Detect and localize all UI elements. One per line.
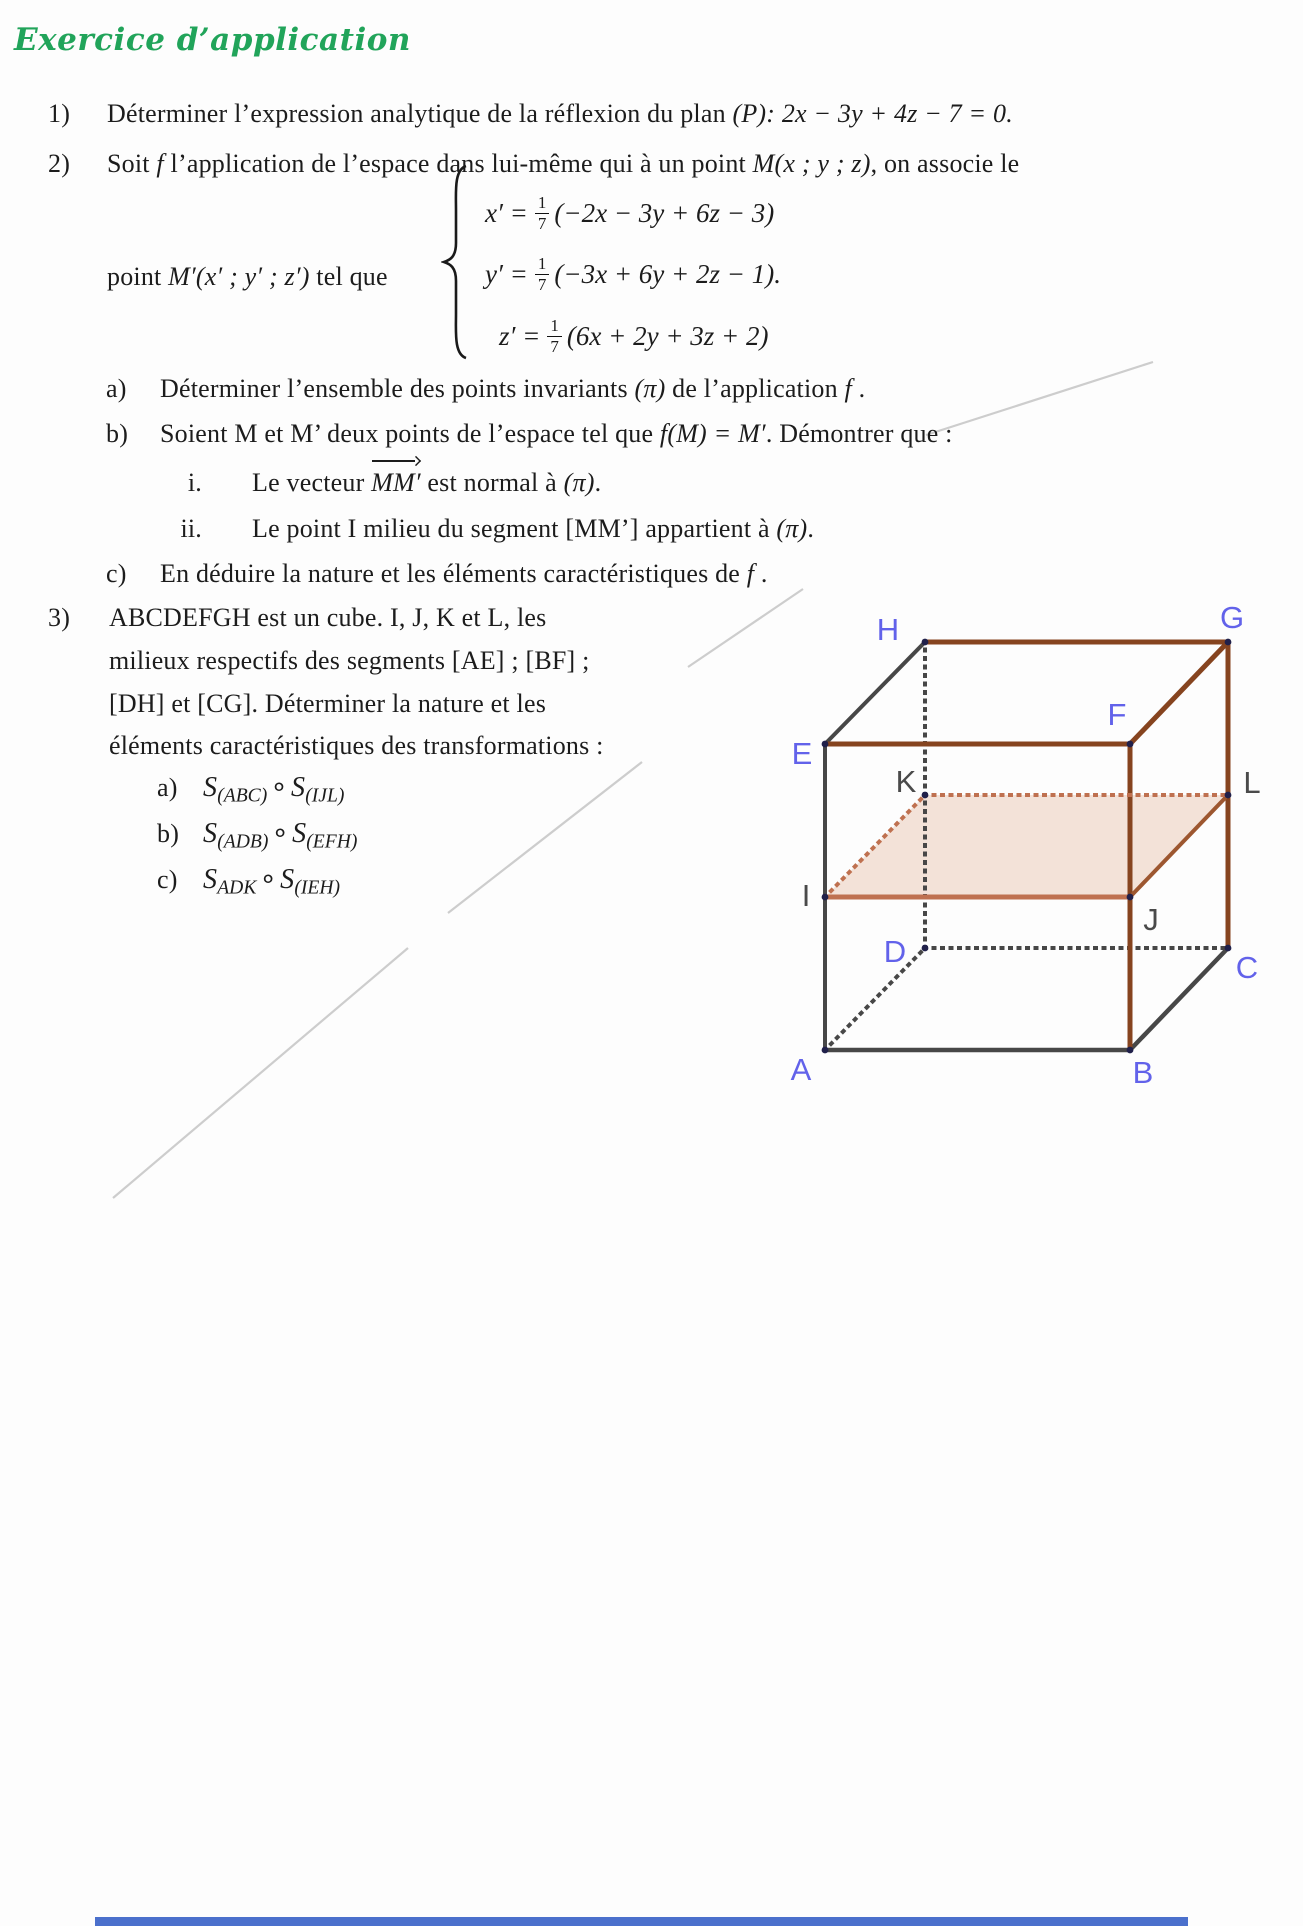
vertex-label-D: D bbox=[883, 934, 907, 969]
text-segment: (EFH) bbox=[306, 831, 358, 853]
vertex-label-B: B bbox=[1132, 1055, 1154, 1090]
brace-path bbox=[444, 166, 466, 358]
text-segment: (P): 2x − 3y + 4z − 7 = 0. bbox=[732, 99, 1013, 128]
vertex-label-A: A bbox=[790, 1052, 812, 1087]
text-segment: est normal à bbox=[420, 468, 564, 497]
eq-x-fraction bbox=[535, 194, 550, 233]
text-segment: S bbox=[203, 772, 218, 803]
text-segment: . bbox=[754, 559, 768, 588]
vertex-label-I: I bbox=[801, 878, 811, 913]
vertex-dot-L bbox=[1225, 792, 1232, 799]
text-segment: ∘ bbox=[271, 818, 290, 849]
item-q3-text2 bbox=[109, 643, 590, 679]
vertex-dot-A bbox=[822, 1047, 829, 1054]
vertex-label-G: G bbox=[1219, 600, 1245, 635]
text-segment: S bbox=[280, 864, 295, 895]
eq-y-fraction bbox=[535, 255, 550, 294]
scan-artifact-2 bbox=[688, 589, 803, 667]
vertex-dot-B bbox=[1127, 1047, 1134, 1054]
fraction-numerator: 1 bbox=[535, 194, 550, 214]
text-segment: (π) bbox=[563, 468, 595, 497]
system-brace bbox=[441, 163, 471, 361]
edge-FG bbox=[1130, 642, 1228, 744]
item-qi-text bbox=[252, 465, 601, 501]
vertex-dot-K bbox=[922, 792, 929, 799]
vertex-label-C: C bbox=[1235, 950, 1259, 985]
bottom-blue-line bbox=[95, 1917, 1188, 1926]
item-q1-text bbox=[107, 96, 1013, 132]
vertex-dot-G bbox=[1225, 639, 1232, 646]
vertex-dot-E bbox=[822, 741, 829, 748]
text-segment: . bbox=[851, 374, 866, 403]
text-segment: (π) bbox=[634, 374, 666, 403]
item-s2-marker: b) bbox=[157, 819, 180, 848]
eq-y-rhs: (−3x + 6y + 2z − 1). bbox=[554, 258, 781, 289]
item-q3-text3 bbox=[109, 686, 546, 722]
text-segment: , on associe le bbox=[870, 149, 1020, 178]
text-segment: l’application de l’espace dans lui-même qui à un point bbox=[163, 149, 753, 178]
vertex-label-F: F bbox=[1107, 697, 1127, 732]
text-segment: Soient M et M’ deux points de l’espace tel que bbox=[160, 419, 660, 448]
vertex-dot-F bbox=[1127, 741, 1134, 748]
item-s1-marker: a) bbox=[157, 773, 178, 802]
text-segment: (IEH) bbox=[294, 877, 341, 899]
fraction-denominator: 7 bbox=[550, 336, 559, 356]
vertex-dot-H bbox=[922, 639, 929, 646]
eq-x-lhs: x′ = bbox=[485, 197, 528, 228]
text-segment: Soit bbox=[107, 149, 157, 178]
text-segment: tel que bbox=[309, 262, 388, 291]
text-segment: de l’application bbox=[665, 374, 845, 403]
text-segment: f bbox=[156, 149, 164, 178]
vertex-dot-J bbox=[1127, 894, 1134, 901]
text-segment: S bbox=[203, 864, 218, 895]
text-segment: ABCDEFGH est un cube. I, J, K et L, les bbox=[109, 603, 547, 632]
item-qii-marker: ii. bbox=[180, 514, 202, 543]
text-segment: ∘ bbox=[259, 864, 278, 895]
eq-z-fraction bbox=[547, 317, 562, 356]
item-q3-text4 bbox=[109, 728, 604, 764]
vertex-label-L: L bbox=[1243, 765, 1261, 800]
text-segment: Déterminer l’ensemble des points invariants bbox=[160, 374, 635, 403]
vertex-dot-C bbox=[1225, 945, 1232, 952]
fraction-numerator: 1 bbox=[535, 255, 550, 275]
text-segment: S bbox=[292, 818, 307, 849]
text-segment: f bbox=[746, 559, 755, 588]
item-qa-text bbox=[160, 371, 865, 407]
text-segment: (ADB) bbox=[217, 831, 269, 853]
scan-artifact-0 bbox=[113, 948, 408, 1198]
text-segment: . bbox=[594, 468, 602, 497]
item-s3-marker: c) bbox=[157, 865, 178, 894]
scan-artifact-1 bbox=[448, 762, 642, 913]
text-segment: (IJL) bbox=[305, 785, 345, 807]
text-segment: Déterminer l’expression analytique de la réflexion du plan bbox=[107, 99, 733, 128]
item-qii-text bbox=[252, 511, 814, 547]
eq-z-rhs: (6x + 2y + 3z + 2) bbox=[566, 320, 769, 351]
text-segment: éléments caractéristiques des transformations : bbox=[109, 731, 604, 760]
vertex-label-H: H bbox=[876, 612, 900, 647]
section-plane-IJLK bbox=[825, 795, 1228, 897]
fraction-numerator: 1 bbox=[547, 317, 562, 337]
vertex-label-J: J bbox=[1143, 902, 1159, 937]
text-segment: [DH] et [CG]. Déterminer la nature et les bbox=[109, 689, 547, 718]
text-segment: ∘ bbox=[270, 772, 288, 803]
item-qa-marker: a) bbox=[106, 374, 127, 403]
vertex-dot-D bbox=[922, 945, 929, 952]
eq-z-lhs: z′ = bbox=[499, 320, 541, 351]
text-segment: M(x ; y ; z) bbox=[752, 149, 871, 178]
item-qb-text bbox=[160, 416, 953, 452]
vertex-label-E: E bbox=[791, 736, 813, 771]
text-segment: S bbox=[291, 772, 306, 803]
system-intro-text bbox=[107, 259, 388, 295]
text-segment: f(M) = M′ bbox=[659, 419, 766, 448]
edge-BC bbox=[1130, 948, 1228, 1050]
text-segment: (π) bbox=[776, 514, 808, 543]
item-qb-marker: b) bbox=[106, 419, 129, 448]
text-segment: Le vecteur bbox=[252, 468, 372, 497]
scan-artifact-3 bbox=[926, 362, 1153, 435]
page-title: Exercice d’application bbox=[14, 22, 411, 58]
item-q1-marker: 1) bbox=[48, 99, 71, 128]
equation-x bbox=[485, 184, 774, 242]
eq-y-lhs: y′ = bbox=[485, 258, 528, 289]
edge-EH bbox=[825, 642, 925, 744]
fraction-denominator: 7 bbox=[537, 274, 547, 294]
equation-z bbox=[499, 307, 769, 365]
text-segment: M′(x′ ; y′ ; z′) bbox=[168, 262, 310, 291]
text-segment: f bbox=[844, 374, 852, 403]
item-q3-marker: 3) bbox=[48, 603, 71, 632]
item-s2-text bbox=[203, 816, 357, 860]
item-qi-marker: i. bbox=[187, 468, 202, 497]
text-segment: . bbox=[807, 514, 815, 543]
item-qc-text bbox=[160, 556, 768, 592]
text-segment: S bbox=[203, 818, 218, 849]
vertex-label-K: K bbox=[895, 764, 917, 799]
equation-y bbox=[485, 245, 781, 303]
text-segment: Le point I milieu du segment [MM’] appartient à bbox=[252, 514, 777, 543]
item-q3-text1 bbox=[109, 600, 546, 636]
text-segment: point bbox=[107, 262, 169, 291]
item-s1-text bbox=[203, 770, 344, 814]
text-segment: En déduire la nature et les éléments caractéristiques de bbox=[160, 559, 747, 588]
item-s3-text bbox=[203, 862, 340, 906]
item-q2-text bbox=[107, 146, 1019, 182]
item-qc-marker: c) bbox=[106, 559, 127, 588]
text-segment: ADK bbox=[217, 877, 257, 899]
text-segment: milieux respectifs des segments [AE] ; [BF] ; bbox=[109, 646, 590, 675]
text-segment: (ABC) bbox=[217, 785, 268, 807]
text-segment: MM′ bbox=[371, 465, 421, 501]
eq-x-rhs: (−2x − 3y + 6z − 3) bbox=[554, 197, 775, 228]
vertex-dot-I bbox=[822, 894, 829, 901]
fraction-denominator: 7 bbox=[537, 213, 547, 233]
text-segment: . Démontrer que : bbox=[765, 419, 953, 448]
item-q2-marker: 2) bbox=[48, 149, 71, 178]
edge-AD bbox=[825, 948, 925, 1050]
